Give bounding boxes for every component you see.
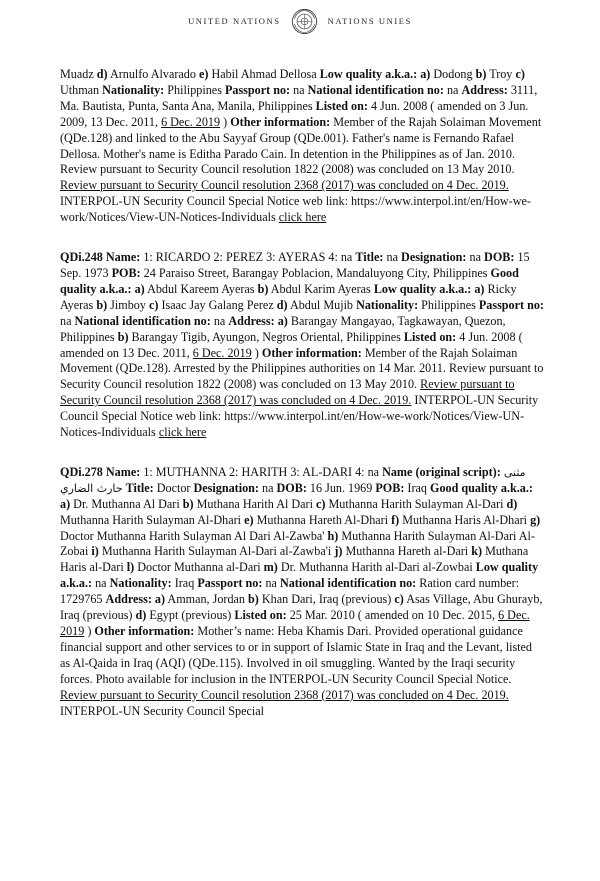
aka-label: k) xyxy=(471,544,483,559)
aka-value: Abdul Kareem Ayeras xyxy=(147,281,255,296)
listed-on-label: Listed on: xyxy=(234,608,287,623)
review-link[interactable]: Review pursuant to Security Council resolution 2368 (2017) was concluded on 4 Dec. 2019. xyxy=(60,178,509,193)
national-id-label: National identification no: xyxy=(74,313,211,328)
title-label: Title: xyxy=(355,250,384,265)
aka-value: Dr. Muthanna Harith al-Dari al-Zowbai xyxy=(280,560,473,575)
listed-on-value: 4 Jun. 2008 ( amended on 3 Jun. 2009, 13 Dec. 2011, xyxy=(60,98,529,129)
dob-label: DOB: xyxy=(484,250,515,265)
nationality-label: Nationality: xyxy=(356,297,419,312)
interpol-notice-text: INTERPOL-UN Security Council Special xyxy=(60,703,264,718)
aka-value: Muthanna Hareth al-Dari xyxy=(345,544,469,559)
nationality-label: Nationality: xyxy=(102,82,165,97)
national-id-value: na xyxy=(213,313,226,328)
low-quality-aka-label: Low quality a.k.a.: xyxy=(373,281,472,296)
aka-value: Jimboy xyxy=(110,297,146,312)
aka-label: a) xyxy=(60,496,71,511)
click-here-link[interactable]: click here xyxy=(278,210,327,225)
aka-value: Muthanna Haris Al-Dhari xyxy=(402,512,528,527)
aka-label: b) xyxy=(257,281,269,296)
entry-continued-name: Muadz xyxy=(60,67,94,81)
entry-qdi-248 xyxy=(60,250,544,441)
review-link[interactable]: Review pursuant to Security Council resolution 2368 (2017) was concluded on 4 Dec. 2019. xyxy=(60,687,509,702)
low-quality-aka-label: Low quality a.k.a.: xyxy=(319,67,418,81)
address-value: Barangay Mangayao, Tagkawayan, Quezon, Philippines xyxy=(60,313,506,344)
aka-value: Muthanna Harith Sulayman Al-Dari xyxy=(328,496,504,511)
nationality-value: Philippines xyxy=(167,82,222,97)
name-value: 1: RICARDO 2: PEREZ 3: AYERAS 4: na xyxy=(143,250,353,265)
name-value: 1: MUTHANNA 2: HARITH 3: AL-DARI 4: na xyxy=(143,464,380,479)
aka-value: Muthanna Harith Sulayman Al-Dhari xyxy=(60,512,242,527)
aka-label: l) xyxy=(126,560,135,575)
aka-label: a) xyxy=(474,281,485,296)
aka-value: na xyxy=(95,576,107,591)
aka-label: b) xyxy=(182,496,194,511)
listed-on-close: ) xyxy=(254,345,259,360)
passport-label: Passport no: xyxy=(197,576,263,591)
national-id-value: Ration card number: 1729765 xyxy=(60,576,520,607)
aka-value: Dodong xyxy=(433,67,473,81)
amendment-link[interactable]: 6 Dec. 2019 xyxy=(161,114,221,129)
aka-value: Ricky Ayeras xyxy=(60,281,517,312)
passport-value: na xyxy=(60,313,72,328)
national-id-label: National identification no: xyxy=(307,82,444,97)
aka-label: h) xyxy=(327,528,339,543)
other-info-label: Other information: xyxy=(261,345,362,360)
aka-label: b) xyxy=(475,67,487,81)
entry-qdi-278 xyxy=(60,465,544,720)
aka-value: Troy xyxy=(489,67,513,81)
listed-on-label: Listed on: xyxy=(403,329,457,344)
designation-label: Designation: xyxy=(401,250,467,265)
aka-label: d) xyxy=(276,297,288,312)
address-label: Address: xyxy=(105,592,152,607)
aka-label: e) xyxy=(198,67,209,81)
low-quality-aka-label: Low quality a.k.a.: xyxy=(60,560,539,591)
address-value: 3111, Ma. Bautista, Punta, Santa Ana, Manila, Philippines xyxy=(60,82,538,113)
listed-on-close: ) xyxy=(223,114,228,129)
header-left-text: UNITED NATIONS xyxy=(188,16,281,26)
dob-label: DOB: xyxy=(276,480,307,495)
address-value: Asas Village, Abu Ghurayb, Iraq (previous) xyxy=(60,592,543,623)
aka-label: d) xyxy=(96,67,108,81)
passport-label: Passport no: xyxy=(224,82,291,97)
aka-label: d) xyxy=(506,496,518,511)
address-item-label: b) xyxy=(117,329,129,344)
nationality-value: Iraq xyxy=(174,576,195,591)
aka-value: Doctor Muthanna al-Dari xyxy=(137,560,261,575)
listed-on-value: 25 Mar. 2010 ( amended on 10 Dec. 2015, xyxy=(289,608,496,623)
aka-label: c) xyxy=(515,67,525,81)
address-item-label: a) xyxy=(277,313,288,328)
other-info-label: Other information: xyxy=(94,624,195,638)
pob-label: POB: xyxy=(111,265,141,280)
address-label: Address: xyxy=(461,82,508,97)
aka-value: Doctor Muthanna Harith Sulayman Al Dari Al-Zawba' xyxy=(60,528,325,543)
address-item-label: c) xyxy=(394,592,404,607)
entry-id: QDi.278 xyxy=(60,464,103,479)
aka-label: i) xyxy=(91,544,99,559)
original-script-label: Name (original script): xyxy=(382,464,501,479)
aka-label: a) xyxy=(420,67,431,81)
aka-value: Arnulfo Alvarado xyxy=(109,67,196,81)
page-header xyxy=(0,4,600,38)
aka-label: j) xyxy=(334,544,343,559)
designation-label: Designation: xyxy=(193,480,259,495)
other-info-label: Other information: xyxy=(230,114,331,129)
address-item-label: d) xyxy=(135,608,147,623)
aka-label: m) xyxy=(263,560,278,575)
other-info-value: Mother’s name: Heba Khamis Dari. Provided operational guidance financial support and other services to or in support of Islamic State in Iraq and the Levant, listed as Al-Qaida in Iraq (AQI) (QDe.115). Involved in oil smuggling. Wanted by the Iraqi security forces. Photo available for inclusion in the INTERPOL-UN Security Council Special Notice. xyxy=(60,624,533,686)
aka-value: Muthanna Harith Sulayman Al-Dari Al-Zobai xyxy=(60,528,535,559)
original-script-value: مثنى حارث الضاري xyxy=(60,465,526,495)
dob-value: 15 Sep. 1973 xyxy=(60,250,530,280)
national-id-label: National identification no: xyxy=(279,576,417,591)
entry-id: QDi.248 xyxy=(60,250,103,265)
aka-label: e) xyxy=(244,512,254,527)
aka-value: Habil Ahmad Dellosa xyxy=(211,67,317,81)
address-value: Egypt (previous) xyxy=(149,608,232,623)
pob-value: 24 Paraiso Street, Barangay Poblacion, Mandaluyong City, Philippines xyxy=(143,265,488,280)
aka-label: g) xyxy=(530,512,541,527)
aka-value: Isaac Jay Galang Perez xyxy=(161,297,274,312)
address-item-label: b) xyxy=(248,592,259,607)
pob-label: POB: xyxy=(375,480,405,495)
designation-value: na xyxy=(469,250,481,265)
header-right-text: NATIONS UNIES xyxy=(327,16,412,26)
aka-value: Abdul Mujib xyxy=(289,297,354,312)
name-label: Name: xyxy=(105,464,141,479)
interpol-notice-text: INTERPOL-UN Security Council Special Notice web link: https://www.interpol.int/en/How-we-work/Notices/View-UN-Notices-Individuals xyxy=(60,194,531,225)
good-quality-aka-label: Good quality a.k.a.: xyxy=(60,265,519,296)
address-value: Amman, Jordan xyxy=(167,592,245,607)
aka-label: b) xyxy=(96,297,108,312)
listed-on-close: ) xyxy=(87,624,92,638)
national-id-value: na xyxy=(446,82,459,97)
pob-value: Iraq xyxy=(407,480,427,495)
listed-on-value: 4 Jun. 2008 ( amended on 13 Dec. 2011, xyxy=(60,329,523,360)
address-label: Address: xyxy=(228,313,275,328)
amendment-link[interactable]: 6 Dec. 2019 xyxy=(192,345,252,360)
aka-value: Muthana Harith Al Dari xyxy=(196,496,313,511)
aka-value: Abdul Karim Ayeras xyxy=(270,281,371,296)
title-value: na xyxy=(386,250,398,265)
entry-continuation xyxy=(60,67,544,226)
aka-label: c) xyxy=(148,297,159,312)
aka-value: Muthana Haris al-Dari xyxy=(60,544,529,575)
address-value: Khan Dari, Iraq (previous) xyxy=(261,592,392,607)
listed-on-label: Listed on: xyxy=(315,98,368,113)
address-item-label: a) xyxy=(154,592,166,607)
aka-label: c) xyxy=(316,496,326,511)
title-label: Title: xyxy=(125,480,154,495)
address-value: Barangay Tigib, Ayungon, Negros Oriental, Philippines xyxy=(131,329,401,344)
review-link[interactable]: Review pursuant to Security Council resolution 2368 (2017) was concluded on 4 Dec. 2019. xyxy=(60,377,515,408)
click-here-link[interactable]: click here xyxy=(158,425,207,440)
aka-value: Muthanna Harith Sulayman Al-Dari al-Zawba'i xyxy=(101,544,332,559)
un-emblem-icon xyxy=(291,8,318,35)
document-body xyxy=(60,67,544,743)
passport-value: na xyxy=(293,82,305,97)
other-info-value: Member of the Rajah Solaiman Movement (QDe.128). Arrested by the Philippines authorities on 14 Mar. 2011. Review pursuant to Security Council resolution 1822 (2008) was concluded on 13 May 2010. xyxy=(60,345,544,392)
amendment-link[interactable]: 6 Dec. 2019 xyxy=(60,608,530,638)
passport-label: Passport no: xyxy=(478,297,544,312)
passport-value: na xyxy=(265,576,277,591)
aka-label: f) xyxy=(391,512,400,527)
other-info-value: Member of the Rajah Solaiman Movement (QDe.128) and linked to the Abu Sayyaf Group (QDe.001). Father's name is Fernando Rafael Dellosa. Mother's name is Editha Parado Cain. In detention in the Philippines as of Jan. 2010. Review pursuant to Security Council resolution 1822 (2008) was concluded on 13 May 2010. xyxy=(60,114,542,177)
designation-value: na xyxy=(262,480,274,495)
name-label: Name: xyxy=(105,250,141,265)
aka-value: Uthman xyxy=(60,82,100,97)
nationality-value: Philippines xyxy=(421,297,476,312)
interpol-notice-text: INTERPOL-UN Security Council Special Notice web link: https://www.interpol.int/en/How-we-work/Notices/View-UN-Notices-Individuals xyxy=(60,393,539,440)
good-quality-aka-label: Good quality a.k.a.: xyxy=(430,480,533,495)
aka-value: Dr. Muthanna Al Dari xyxy=(73,496,180,511)
aka-label: a) xyxy=(134,281,145,296)
nationality-label: Nationality: xyxy=(109,576,172,591)
aka-value: Muthanna Hareth Al-Dhari xyxy=(256,512,389,527)
dob-value: 16 Jun. 1969 xyxy=(309,480,373,495)
title-value: Doctor xyxy=(156,480,191,495)
